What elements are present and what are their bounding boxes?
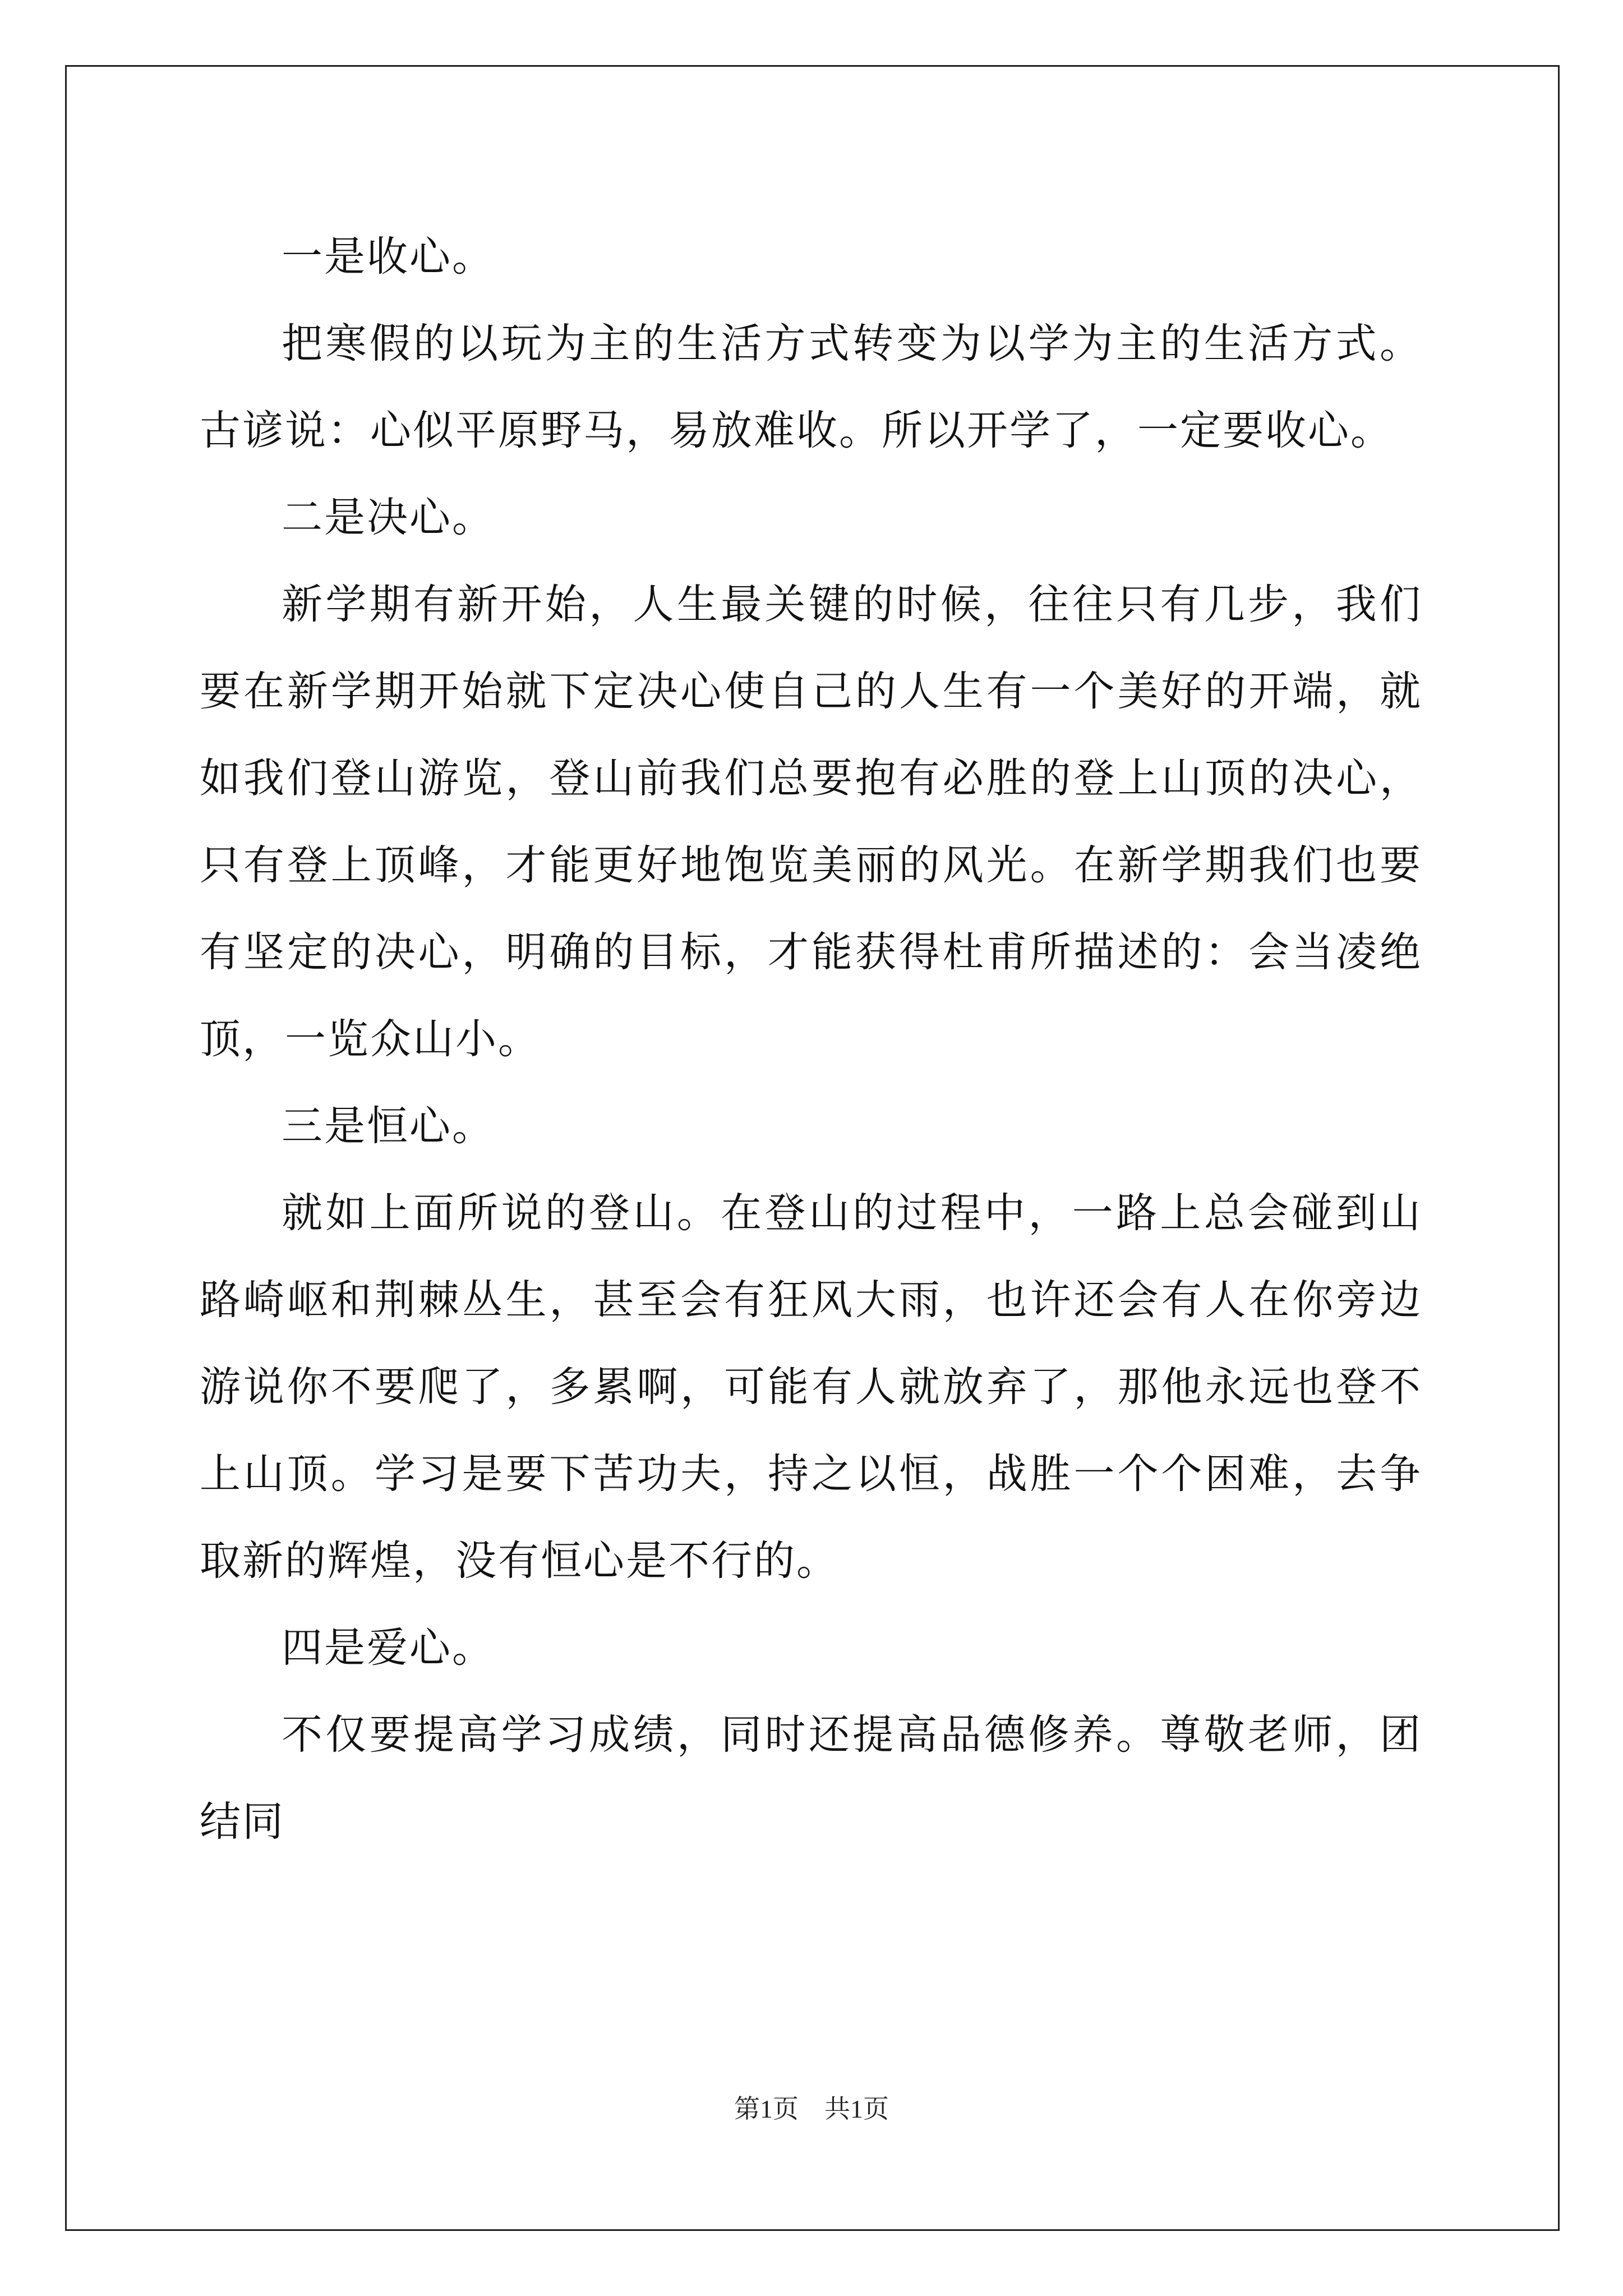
paragraph: 就如上面所说的登山。在登山的过程中，一路上总会碰到山路崎岖和荆棘丛生，甚至会有狂风大雨，也许还会有人在你旁边游说你不要爬了，多累啊，可能有人就放弃了，那他永远也登不上山顶。学习是要下苦功夫，持之以恒，战胜一个个困难，去争取新的辉煌，没有恒心是不行的。	[200, 1189, 1422, 1585]
paragraph-heading-1: 一是收心。	[282, 233, 495, 280]
paragraph: 新学期有新开始，人生最关键的时候，往往只有几步，我们要在新学期开始就下定决心使自己的人生有一个美好的开端，就如我们登山游览，登山前我们总要抱有必胜的登上山顶的决心，只有登上顶峰，才能更好地饱览美丽的风光。在新学期我们也要有坚定的决心，明确的目标，才能获得杜甫所描述的：会当凌绝顶，一览众山小。	[200, 581, 1422, 1063]
paragraph-heading-4: 四是爱心。	[282, 1624, 495, 1672]
paragraph-heading-2: 二是决心。	[282, 494, 495, 541]
page-footer	[0, 2092, 1623, 2126]
paragraph: 不仅要提高学习成绩，同时还提高品德修养。尊敬老师，团结同	[200, 1711, 1422, 1846]
paragraph: 把寒假的以玩为主的生活方式转变为以学为主的生活方式。古谚说：心似平原野马，易放难收。所以开学了，一定要收心。	[200, 320, 1422, 454]
page-total: 共1页	[824, 2095, 889, 2123]
paragraph-heading-3: 三是恒心。	[282, 1102, 495, 1150]
document-body	[200, 213, 1422, 1865]
page-number: 第1页	[734, 2095, 799, 2123]
